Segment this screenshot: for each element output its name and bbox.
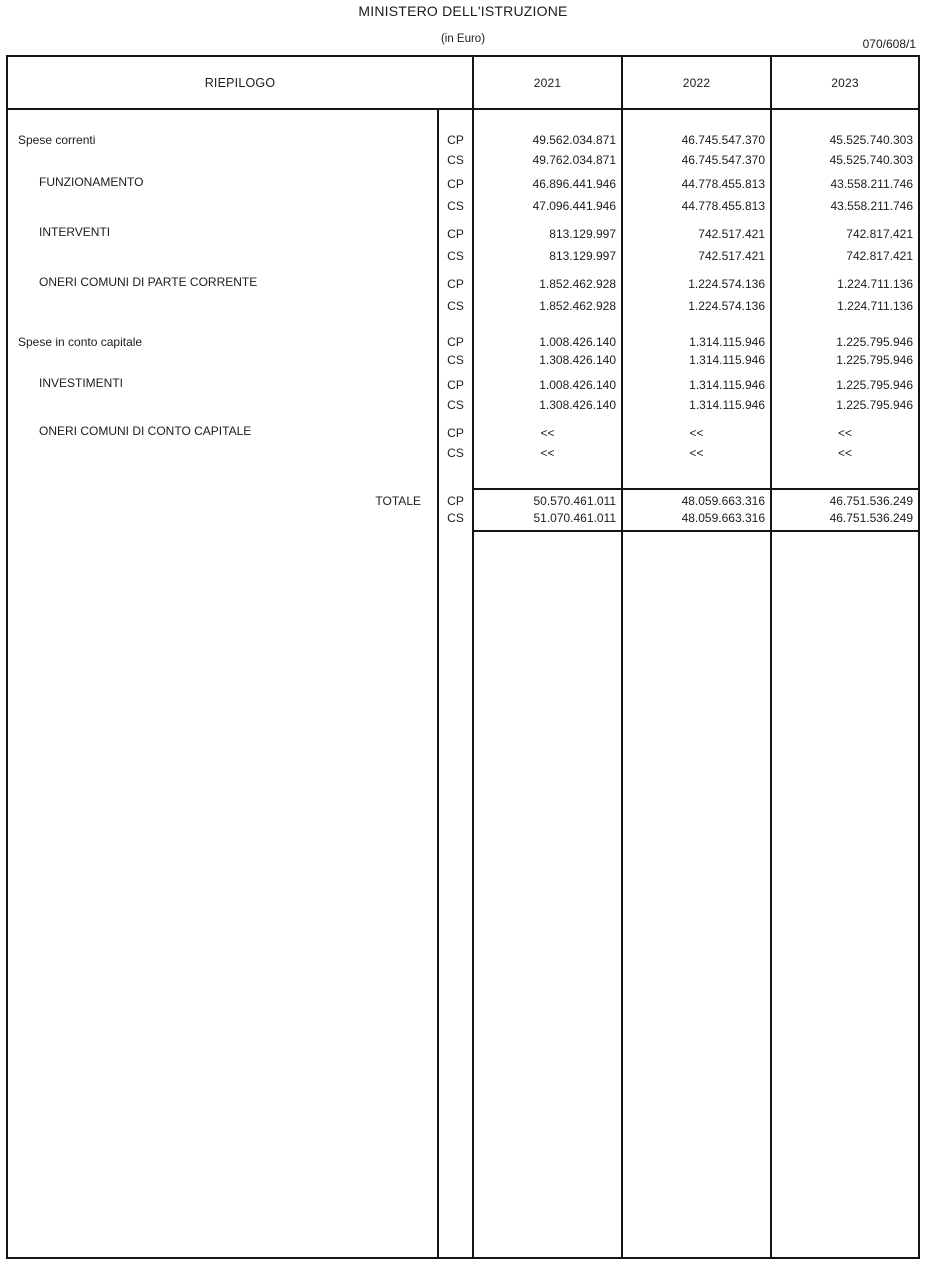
document-code: 070/608/1 (862, 37, 916, 51)
row-label: Spese correnti (18, 133, 96, 147)
row-label: FUNZIONAMENTO (39, 175, 144, 189)
cp-tag: CP (447, 426, 464, 440)
total-value-cell: 46.751.536.249 (829, 511, 913, 525)
value-cell: 1.314.115.946 (689, 335, 765, 349)
value-cell: 46.745.547.370 (681, 133, 765, 147)
header-year-2021: 2021 (533, 75, 562, 90)
row-label: INVESTIMENTI (39, 376, 124, 390)
value-cell: 1.225.795.946 (836, 398, 913, 412)
header-divider-line (8, 108, 918, 110)
value-cell: 742.517.421 (698, 249, 765, 263)
cs-tag: CS (447, 153, 464, 167)
total-cs-tag: CS (447, 511, 464, 525)
value-cell: 49.562.034.871 (532, 133, 616, 147)
header-year-2023: 2023 (831, 75, 859, 90)
value-cell: 742.817.421 (846, 249, 913, 263)
value-cell: << (689, 426, 704, 440)
value-cell: 46.896.441.946 (532, 177, 616, 191)
total-cp-tag: CP (447, 494, 464, 508)
cs-tag: CS (447, 398, 464, 412)
value-cell: << (540, 426, 555, 440)
value-cell: 43.558.211.746 (830, 177, 913, 191)
value-cell: 742.817.421 (846, 227, 913, 241)
value-cell: 49.762.034.871 (532, 153, 616, 167)
total-value-cell: 51.070.461.011 (533, 511, 616, 525)
row-label: ONERI COMUNI DI CONTO CAPITALE (39, 424, 252, 438)
cp-tag: CP (447, 177, 464, 191)
value-cell: 1.314.115.946 (689, 378, 765, 392)
cs-tag: CS (447, 249, 464, 263)
value-cell: 44.778.455.813 (681, 199, 765, 213)
summary-table (6, 55, 920, 1259)
total-label: TOTALE (375, 494, 421, 508)
value-cell: 813.129.997 (549, 249, 616, 263)
value-cell: 1.225.795.946 (836, 353, 913, 367)
value-cell: 43.558.211.746 (830, 199, 913, 213)
value-cell: 1.225.795.946 (836, 335, 913, 349)
cs-tag: CS (447, 353, 464, 367)
value-cell: 46.745.547.370 (681, 153, 765, 167)
total-value-cell: 48.059.663.316 (681, 511, 765, 525)
cp-tag: CP (447, 227, 464, 241)
value-cell: << (689, 446, 704, 460)
row-label: Spese in conto capitale (18, 335, 143, 349)
document-title: MINISTERO DELL'ISTRUZIONE (358, 3, 568, 19)
cp-tag: CP (447, 335, 464, 349)
value-cell: 1.852.462.928 (539, 277, 616, 291)
value-cell: 1.225.795.946 (836, 378, 913, 392)
value-cell: 1.224.574.136 (688, 277, 765, 291)
value-cell: 1.224.574.136 (688, 299, 765, 313)
value-cell: 45.525.740.303 (829, 153, 913, 167)
value-cell: 44.778.455.813 (681, 177, 765, 191)
total-value-cell: 48.059.663.316 (681, 494, 765, 508)
value-cell: 742.517.421 (698, 227, 765, 241)
cp-tag: CP (447, 378, 464, 392)
value-cell: 1.308.426.140 (539, 353, 616, 367)
value-cell: 1.314.115.946 (689, 353, 765, 367)
value-cell: 1.852.462.928 (539, 299, 616, 313)
value-cell: 47.096.441.946 (532, 199, 616, 213)
header-year-2022: 2022 (682, 75, 711, 90)
cs-tag: CS (447, 199, 464, 213)
value-cell: << (540, 446, 555, 460)
value-cell: << (837, 446, 852, 460)
total-value-cell: 50.570.461.011 (533, 494, 616, 508)
cp-tag: CP (447, 133, 464, 147)
total-value-cell: 46.751.536.249 (829, 494, 913, 508)
cp-tag: CP (447, 277, 464, 291)
value-cell: 1.008.426.140 (539, 335, 616, 349)
cs-tag: CS (447, 446, 464, 460)
header-riepilogo: RIEPILOGO (204, 75, 276, 90)
value-cell: 813.129.997 (549, 227, 616, 241)
value-cell: 1.308.426.140 (539, 398, 616, 412)
cs-tag: CS (447, 299, 464, 313)
value-cell: << (837, 426, 852, 440)
value-cell: 45.525.740.303 (829, 133, 913, 147)
value-cell: 1.008.426.140 (539, 378, 616, 392)
row-label: ONERI COMUNI DI PARTE CORRENTE (39, 275, 258, 289)
value-cell: 1.224.711.136 (837, 277, 913, 291)
currency-unit-note: (in Euro) (440, 33, 486, 45)
row-label: INTERVENTI (39, 225, 111, 239)
value-cell: 1.314.115.946 (689, 398, 765, 412)
value-cell: 1.224.711.136 (837, 299, 913, 313)
